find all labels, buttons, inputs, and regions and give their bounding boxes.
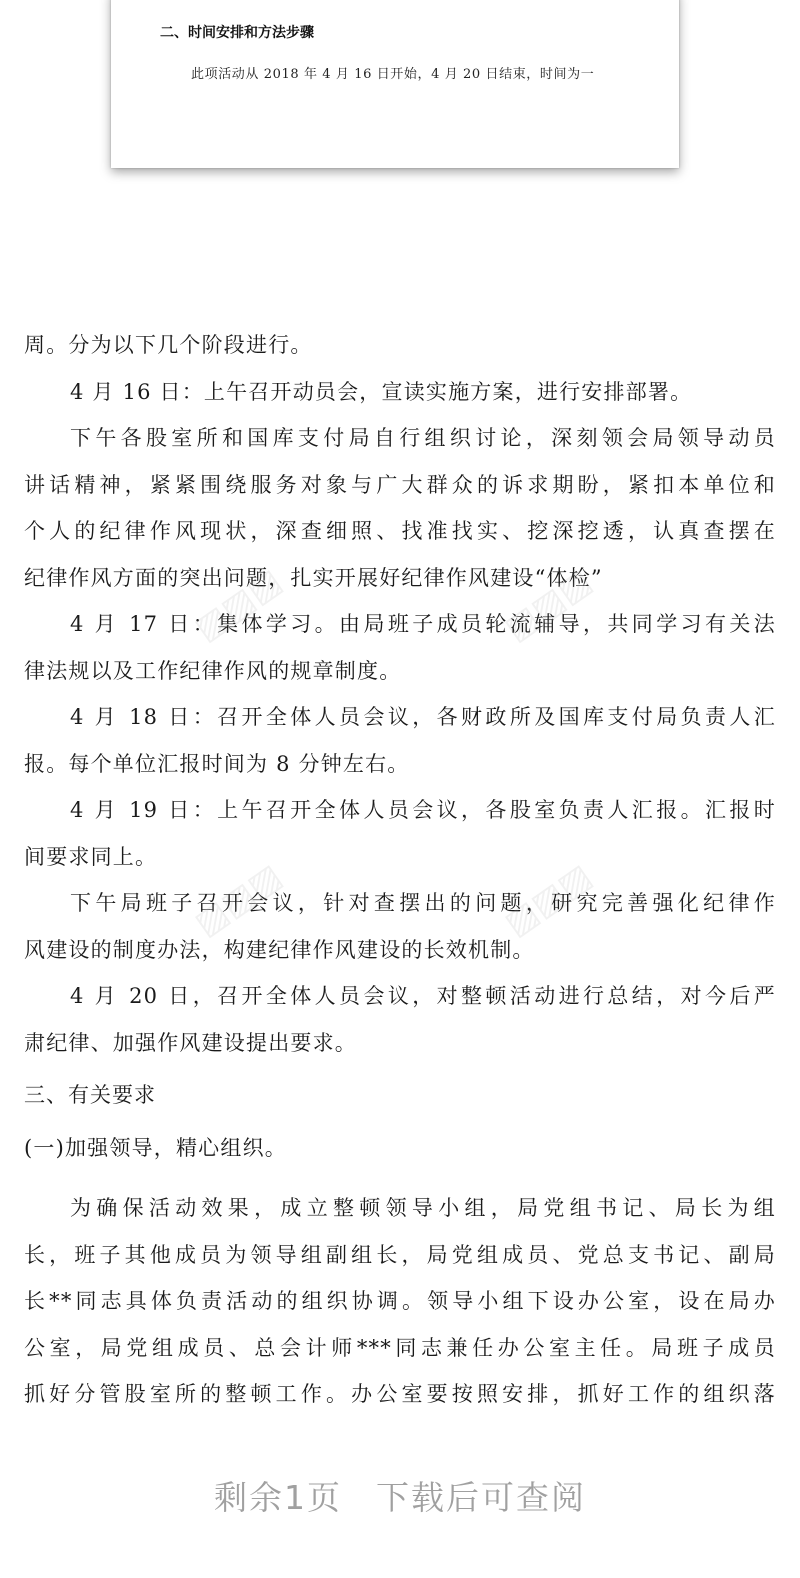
text-line: 下午局班子召开会议，针对查摆出的问题，研究完善强化纪律作 <box>70 891 776 915</box>
text-line: 为确保活动效果，成立整顿领导小组，局党组书记、局长为组 <box>70 1196 776 1220</box>
text-line: 公室，局党组成员、总会计师***同志兼任办公室主任。局班子成员 <box>24 1335 776 1360</box>
text-line: 4 月 20 日，召开全体人员会议，对整顿活动进行总结，对今后严 <box>70 984 776 1008</box>
text-line: 风建设的制度办法，构建纪律作风建设的长效机制。 <box>24 937 535 962</box>
text-line: 长，班子其他成员为领导组副组长，局党组成员、党总支书记、副局 <box>24 1242 776 1267</box>
document-body <box>24 322 776 1418</box>
section-heading: 三、有关要求 <box>24 1083 156 1107</box>
text-line: 周。分为以下几个阶段进行。 <box>24 333 313 357</box>
watermark-mark: ▨▨▨ <box>187 560 290 650</box>
card-section-heading: 二、时间安排和方法步骤 <box>160 25 314 41</box>
text-line: 4 月 19 日：上午召开全体人员会议，各股室负责人汇报。汇报时 <box>70 798 776 822</box>
watermark-mark: ▨▨▨ <box>187 855 290 945</box>
text-line: 长**同志具体负责活动的组织协调。领导小组下设办公室，设在局办 <box>24 1289 776 1313</box>
card-paragraph-line: 此项活动从 2018 年 4 月 16 日开始，4 月 20 日结束，时间为一 <box>191 67 595 82</box>
download-to-view-label: 下载后可查阅 <box>376 1478 586 1517</box>
text-line: 间要求同上。 <box>24 844 158 869</box>
text-line: 4 月 17 日：集体学习。由局班子成员轮流辅导，共同学习有关法 <box>70 612 776 636</box>
text-line: 4 月 16 日：上午召开动员会，宣读实施方案，进行安排部署。 <box>70 379 693 404</box>
text-line: 报。每个单位汇报时间为 8 分钟左右。 <box>24 751 410 776</box>
text-line: 纪律作风方面的突出问题，扎实开展好纪律作风建设“体检” <box>24 565 603 590</box>
remaining-pages-label: 剩余1页 <box>214 1478 342 1517</box>
text-line: 讲话精神，紧紧围绕服务对象与广大群众的诉求期盼，紧扣本单位和 <box>24 472 776 497</box>
sub-heading: (一)加强领导，精心组织。 <box>24 1135 287 1160</box>
text-line: 下午各股室所和国库支付局自行组织讨论，深刻领会局领导动员 <box>70 426 776 450</box>
text-line: 律法规以及工作纪律作风的规章制度。 <box>24 658 402 683</box>
watermark-mark: ▨▨▨ <box>497 560 600 650</box>
text-line: 肃纪律、加强作风建设提出要求。 <box>24 1030 357 1055</box>
watermark-mark: ▨▨▨ <box>497 855 600 945</box>
text-line: 个人的纪律作风现状，深查细照、找准找实、挖深挖透，认真查摆在 <box>24 519 776 543</box>
preview-page-card <box>111 0 679 168</box>
text-line: 抓好分管股室所的整顿工作。办公室要按照安排，抓好工作的组织落 <box>24 1382 776 1406</box>
download-prompt[interactable] <box>0 1472 800 1519</box>
text-line: 4 月 18 日：召开全体人员会议，各财政所及国库支付局负责人汇 <box>70 705 776 729</box>
